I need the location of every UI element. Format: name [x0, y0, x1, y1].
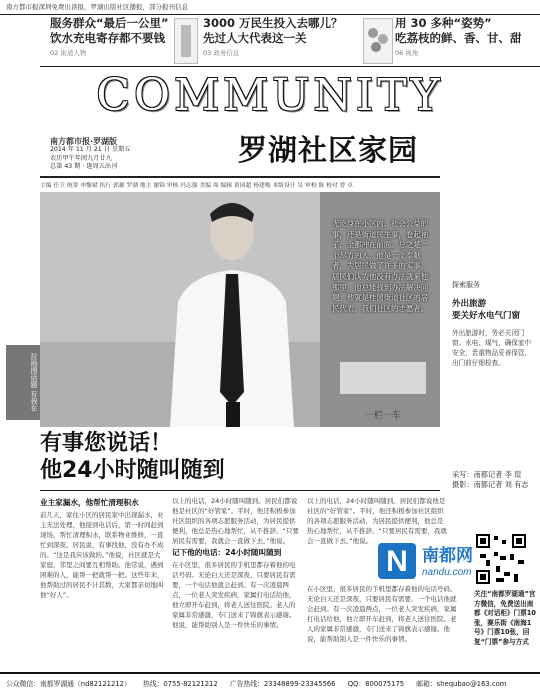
body-col1-text: 前几天，家住小区的居民家中出现漏水，业主无法处理，他接到电话后，第一时间赶到现场，帮忙清理积水，联系物业维修，一直忙到深夜。居民说，有事找他，没有办不成的。“这是我应该做的。”他说，社区就是大家庭，邻里之间要互相帮助。他常说，遇到困难的人，能帮一把就帮一把。这些年来，他帮助过的居民不计其数，大家都亲切地叫他“好人”。	[40, 511, 164, 599]
teaser-3[interactable]	[395, 16, 535, 66]
body-column-1	[40, 496, 165, 668]
editors-line: 主编 任卫 统筹 申黎斌 执行 郭雄 罗湖 地主 谢锦 审核 冯志强 美编 周 编辑 黄国超 杨建梅 本版设计 吴 审校 陈 校对 曾 卓	[40, 183, 353, 189]
masthead-divider	[40, 176, 440, 178]
footer-ad-hotline: 广告热线：23348899-23345566	[229, 680, 336, 688]
teaser-2[interactable]	[203, 16, 343, 66]
headline-line-2: 他24小时随叫随到	[40, 458, 225, 483]
body-col2-subhead: 记下他的电话：24小时随叫随到	[172, 548, 282, 557]
body-column-3	[307, 496, 447, 545]
body-column-3-continued	[307, 584, 457, 668]
teaser-2-title: 3000 万民生投入去哪儿？	[203, 16, 343, 30]
side-text: 外出旅游时，务必关闭门窗、水电、煤气，确保家中安全，贵重物品妥善保管，出门前仔细检查。	[452, 329, 532, 367]
side-title: 外出旅游 要关好水电气门窗	[452, 299, 521, 321]
vertical-stamp: 拉地图话题 有我在	[6, 345, 40, 420]
side-label: 探索服务	[452, 281, 480, 289]
photo-caption: 无论身在小区内、社会公益的事，还是街道民生事，卷起袖子，全都冲在前面。总之是一个尽力的人，他是一个奉献者，为居民做了许多的实事，居民们认为他没有办法就来他那里，他总能找到办法解决问题。他就是桂园街道社区的居民代表、我们社区的志愿者。	[332, 219, 429, 313]
nandu-logo-mark: N	[386, 545, 408, 578]
body-column-2	[172, 496, 300, 668]
headline-line-1: 有事您说话！	[40, 431, 173, 456]
nandu-logo-cn: 南都网	[422, 546, 473, 566]
footer-qq: QQ：800075175	[347, 680, 405, 688]
teaser-2-meta: 03 政务信息	[203, 49, 240, 57]
teaser-3-meta: 06 视角	[395, 49, 419, 57]
top-divider	[0, 14, 540, 15]
teaser-1-title: 服务群众“最后一公里”	[50, 16, 169, 30]
paper-name: 南方都市报·罗湖版	[50, 137, 118, 146]
issue-number: 总第 43 期 · 逢周五出刊	[50, 163, 118, 170]
footer-email: 邮箱：shequbao@163.com	[416, 680, 507, 688]
qr-code[interactable]	[474, 532, 528, 586]
issue-date: 2014 年 11 月 21 日 星期五	[50, 146, 131, 153]
body-col2-text-top: 以上的电话，24小时随叫随到。居民们都说他是社区的“好管家”。平时，他还积极参加社区组织的各项志愿服务活动，为居民提供便利，他总是热心地帮忙，从不推辞。“只要居民有需要，我就会一直做下去。”他说。	[172, 497, 299, 545]
headline-divider	[40, 490, 440, 491]
teaser-2-subtitle: 先过人大代表这一关	[203, 31, 307, 45]
issue-info	[50, 146, 130, 172]
teaser-3-title: 用 30 多种“姿势”	[395, 16, 492, 30]
footer-bar	[0, 672, 540, 692]
author-credit: 采写：南都记者 李 瑄 摄影：南都记者 刘 有志	[452, 470, 529, 489]
teaser-3-subtitle: 吃荔枝的鲜、香、甘、甜	[395, 31, 522, 45]
side-column	[452, 280, 537, 368]
teaser-1[interactable]	[50, 16, 170, 66]
qr-promo-text: 关注“南都罗湖通”官方微信，免费送出南都《对话柜》门票10张，赛乐街《南海1号》门票10张，回复“门票”参与方式	[474, 590, 536, 646]
body-col2-text: 在小区里，很多居民的手机里都存着他的电话号码。无论白天还是深夜，只要居民有需要，一个电话他就会赶到。有一次凌晨两点，一位老人突发疾病，家属打电话给他，他立即开车赶到，将老人送往医院。老人的家属非常感激，专门送来了锦旗表示感谢。他说，能帮助别人是一件快乐的事情。	[172, 561, 296, 629]
main-headline	[40, 430, 225, 484]
body-col3-text: 以上的电话，24小时随叫随到。居民们都说他是社区的“好管家”。平时，他还积极参加社区组织的各项志愿服务活动，为居民提供便利，他总是热心地帮忙，从不推辞。“只要居民有需要，我就会一直做下去。”他说。	[307, 497, 447, 545]
section-title: 罗湖社区家园	[238, 133, 419, 167]
teaser-3-thumbnail	[363, 18, 393, 64]
teaser-1-thumbnail	[174, 18, 198, 64]
teaser-divider	[40, 66, 540, 67]
footer-wechat: 公众微信：南都罗湖通（nd82121212）	[6, 680, 131, 688]
nandu-logo-url: nandu.com	[422, 567, 472, 578]
teaser-1-meta: 02 街道人物	[50, 49, 87, 57]
photo-sign-text: 一栏一车	[365, 411, 402, 421]
top-bar: 南方都市报深圳免费出读报，罗湖出版社区播报，部分报刊信息	[6, 3, 188, 11]
body-col3-text-continued: 在小区里，很多居民的手机里都存着他的电话号码。无论白天还是深夜，只要居民有需要，一个电话他就会赶到。有一次凌晨两点，一位老人突发疾病，家属打电话给他，他立即开车赶到，将老人送往医院。老人的家属非常感激，专门送来了锦旗表示感谢。他说，能帮助别人是一件快乐的事情。	[307, 585, 457, 643]
community-wordmark: COMMUNITY	[96, 70, 444, 121]
body-col1-subhead: 业主家漏水，他帮忙清理积水	[40, 498, 139, 507]
teaser-1-subtitle: 饮水充电寄存都不要钱	[50, 31, 165, 45]
issue-lunar: 农历甲午年闰九月廿九	[50, 154, 112, 162]
footer-hotline: 热线：0755-82121212	[142, 680, 218, 688]
